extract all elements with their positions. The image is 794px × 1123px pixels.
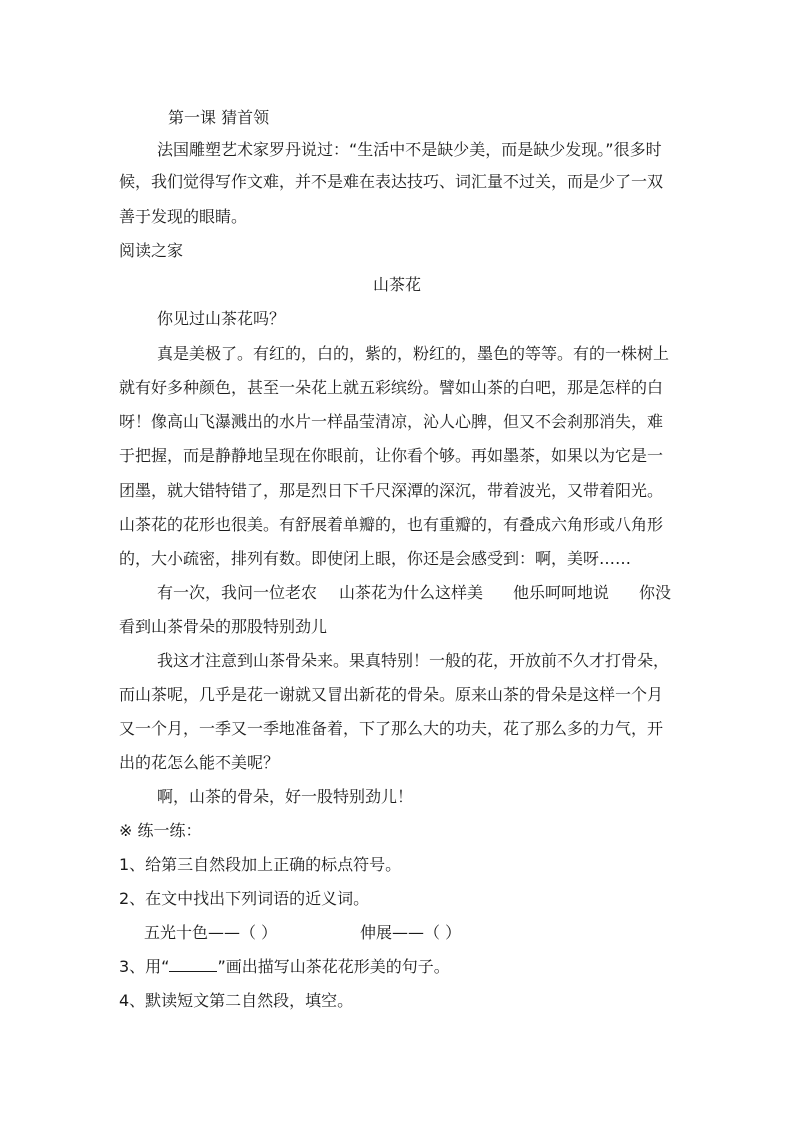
lesson-title: 第一课 猜首领 bbox=[168, 108, 270, 127]
dialog-segment: 有一次，我问一位老农 bbox=[157, 583, 318, 602]
paragraph-2-line: 真是美极了。有红的，白的，紫的，粉红的，墨色的等等。有的一株树上 bbox=[157, 344, 670, 363]
paragraph-4-line: 出的花怎么能不美呢？ bbox=[119, 753, 280, 772]
exercise-question-3 bbox=[119, 957, 679, 977]
paragraph-2-line: 就有好多种颜色，甚至一朵花上就五彩缤纷。譬如山茶的白吧，那是怎样的白 bbox=[119, 378, 664, 397]
intro-line: 法国雕塑艺术家罗丹说过：“生活中不是缺少美，而是缺少发现。”很多时 bbox=[157, 140, 662, 159]
synonym-item: 五光十色——（ ） bbox=[144, 923, 278, 942]
paragraph-2-line: 团墨，就大错特错了，那是烈日下千尺深潭的深沉，带着波光，又带着阳光。 bbox=[119, 481, 664, 500]
paragraph-5: 啊，山茶的骨朵，好一股特别劲儿！ bbox=[157, 787, 414, 806]
paragraph-2-line: 呀！像高山飞瀑溅出的水片一样晶莹清凉，沁人心脾，但又不会刹那消失，难 bbox=[119, 412, 664, 431]
question-3-suffix: ”画出描写山茶花花形美的句子。 bbox=[217, 957, 450, 976]
exercise-question-2: 2、在文中找出下列词语的近义词。 bbox=[119, 889, 370, 908]
dialog-segment: 山茶花为什么这样美 bbox=[339, 583, 484, 602]
exercise-question-4: 4、默读短文第二自然段，填空。 bbox=[119, 991, 354, 1010]
intro-line: 善于发现的眼睛。 bbox=[119, 207, 248, 226]
article-title: 山茶花 bbox=[372, 275, 421, 294]
question-3-prefix: 3、用“ bbox=[119, 957, 170, 976]
exercise-heading: ※ 练一练： bbox=[119, 821, 202, 840]
dialog-segment: 你没 bbox=[639, 583, 672, 602]
synonym-item: 伸展——（ ） bbox=[360, 923, 462, 942]
paragraph-3-line: 看到山茶骨朵的那股特别劲儿 bbox=[119, 617, 328, 636]
dialog-segment: 他乐呵呵地说 bbox=[513, 583, 610, 602]
paragraph-2-line: 的，大小疏密，排列有数。即使闭上眼，你还是会感受到：啊，美呀…… bbox=[119, 549, 632, 568]
section-heading: 阅读之家 bbox=[119, 241, 184, 260]
paragraph-4-line: 又一个月，一季又一季地准备着，下了那么大的功夫，花了那么多的力气，开 bbox=[119, 719, 664, 738]
underline-blank bbox=[169, 957, 217, 972]
exercise-question-1: 1、给第三自然段加上正确的标点符号。 bbox=[119, 855, 402, 874]
paragraph-3-line bbox=[157, 583, 717, 603]
paragraph-4-line: 而山茶呢，几乎是花一谢就又冒出新花的骨朵。原来山茶的骨朵是这样一个月 bbox=[119, 685, 664, 704]
intro-line: 候，我们觉得写作文难，并不是难在表达技巧、词汇量不过关，而是少了一双 bbox=[119, 172, 664, 191]
paragraph-4-line: 我这才注意到山茶骨朵来。果真特别！一般的花，开放前不久才打骨朵， bbox=[157, 651, 670, 670]
paragraph-1: 你见过山茶花吗？ bbox=[157, 309, 286, 328]
paragraph-2-line: 于把握，而是静静地呈现在你眼前，让你看个够。再如墨茶，如果以为它是一 bbox=[119, 446, 664, 465]
paragraph-2-line: 山茶花的花形也很美。有舒展着单瓣的，也有重瓣的，有叠成六角形或八角形 bbox=[119, 515, 664, 534]
